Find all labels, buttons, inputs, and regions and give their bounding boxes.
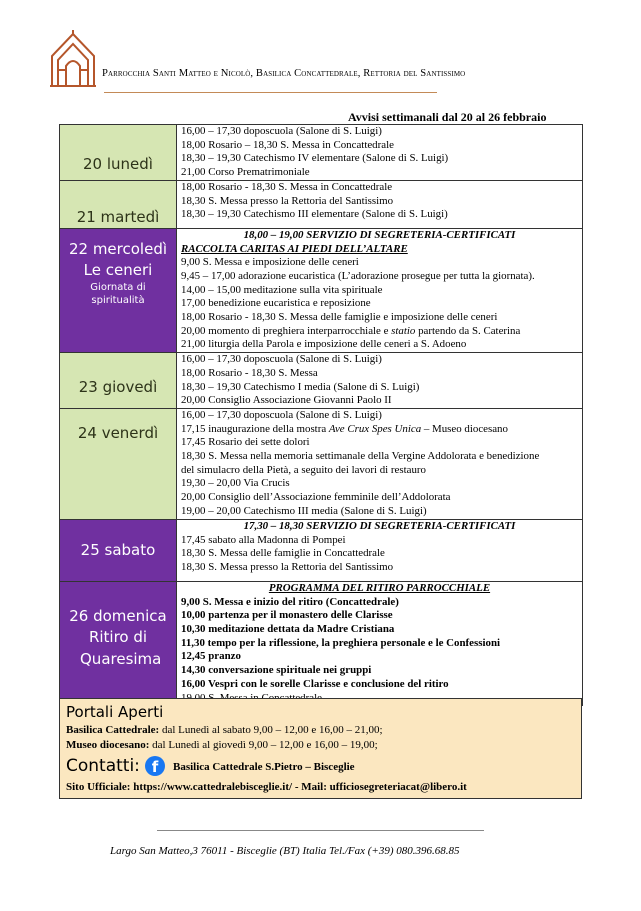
website-mail-line[interactable]: Sito Ufficiale: https://www.cattedralebisceglie.it/ - Mail: ufficiosegreteriacat@libero.it [66,781,467,793]
event-line: 21,00 Corso Prematrimoniale [181,166,310,179]
weekly-schedule-table [59,124,583,706]
day-label: 20 lunedì [83,154,153,173]
events-cell [177,408,583,519]
event-line: 19,00 – 20,00 Catechismo III media (Salone di S. Luigi) [181,504,427,517]
event-line: 9,00 S. Messa e imposizione delle ceneri [181,256,359,269]
day-row [60,519,583,581]
events-cell [177,581,583,705]
events-cell [177,353,583,409]
day-cell [60,353,177,409]
day-label: 23 giovedì [78,377,158,396]
event-line: 18,30 S. Messa delle famiglie in Concattedrale [181,547,385,560]
event-line: 16,00 – 17,30 doposcuola (Salone di S. Luigi) [181,125,382,137]
event-line: 18,00 Rosario - 18,30 S. Messa delle famiglie e imposizione delle ceneri [181,311,498,324]
info-box [59,698,582,799]
day-subtitle: Ritiro di Quaresima [80,627,162,668]
day-cell [60,228,177,352]
event-line: 9,45 – 17,00 adorazione eucaristica (L’adorazione prosegue per tutta la giornata). [181,269,535,282]
event-text: 20,00 momento di preghiera interparrocchiale e [181,324,392,337]
museo-label: Museo diocesano: [66,739,150,751]
day-cell [60,581,177,705]
header-divider [104,92,437,93]
event-text-italic: statio [391,324,416,337]
day-subtitle: Le ceneri [83,260,153,279]
event-line: 18,00 Rosario - 18,30 S. Messa [181,366,318,379]
basilica-hours: dal Lunedì al sabato 9,00 – 12,00 e 16,00 – 21,00; [159,724,383,736]
basilica-label: Basilica Cattedrale: [66,724,160,736]
day-label: 26 domenica [69,606,167,625]
event-line: 14,30 conversazione spirituale nei gruppi [181,664,372,677]
facebook-page-link[interactable]: Basilica Cattedrale S.Pietro – Bisceglie [173,761,355,773]
event-line: 18,30 S. Messa nella memoria settimanale della Vergine Addolorata e benedizione [181,450,540,463]
event-line: 18,30 S. Messa presso la Rettoria del Santissimo [181,194,394,207]
event-line: 18,30 – 19,30 Catechismo I media (Salone di S. Luigi) [181,380,420,393]
footer-address: Largo San Matteo,3 76011 - Bisceglie (BT) Italia Tel./Fax (+39) 080.396.68.85 [110,845,460,857]
day-row [60,125,583,181]
events-cell [177,228,583,352]
day-note: Giornata di spiritualità [90,281,146,306]
event-line: 17,45 sabato alla Madonna di Pompei [181,533,346,546]
secretariat-headline: 18,00 – 19,00 SERVIZIO DI SEGRETERIA-CERTIFICATI [243,228,516,241]
exhibition-title: Ave Crux Spes Unica [328,422,422,435]
basilica-hours-line [66,724,383,736]
event-line: 14,00 – 15,00 meditazione sulla vita spirituale [181,283,383,296]
event-text: partendo da S. Caterina [415,324,521,337]
event-line: 20,00 Consiglio dell’Associazione femminile dell’Addolorata [181,491,451,504]
event-line: 21,00 liturgia della Parola e imposizione delle ceneri a S. Adoeno [181,338,467,351]
event-line: 10,00 partenza per il monastero delle Clarisse [181,609,393,622]
events-cell [177,125,583,181]
event-line: 16,00 Vespri con le sorelle Clarisse e conclusione del ritiro [181,677,449,690]
contatti-title: Contatti: [66,756,140,776]
event-line: 17,00 benedizione eucaristica e reposizione [181,297,371,310]
event-line: 18,30 – 19,30 Catechismo III elementare (Salone di S. Luigi) [181,208,448,221]
day-label: 22 mercoledì [68,239,168,258]
event-line: 16,00 – 17,30 doposcuola (Salone di S. Luigi) [181,353,382,366]
event-line: del simulacro della Pietà, a seguito dei lavori di restauro [181,463,426,476]
event-line: 18,30 – 19,30 Catechismo IV elementare (Salone di S. Luigi) [181,152,449,165]
museo-hours: dal Lunedì al giovedì 9,00 – 12,00 e 16,00 – 19,00; [149,739,378,751]
events-cell [177,180,583,228]
parish-name: Parrocchia Santi Matteo e Nicolò, Basilica Concattedrale, Rettoria del Santissimo [102,68,466,79]
day-row [60,180,583,228]
facebook-icon[interactable]: f [145,756,165,776]
day-label: 25 sabato [80,541,156,560]
portali-title: Portali Aperti [66,703,164,721]
secretariat-headline: 17,30 – 18,30 SERVIZIO DI SEGRETERIA-CERTIFICATI [243,519,516,532]
footer-divider [157,830,484,831]
page-title: Avvisi settimanali dal 20 al 26 febbraio [348,110,547,124]
event-line: 19,30 – 20,00 Via Crucis [181,477,290,490]
day-row [60,581,583,705]
day-cell [60,180,177,228]
day-row [60,353,583,409]
event-line: 10,30 meditazione dettata da Madre Cristiana [181,623,395,636]
event-line: 17,45 Rosario dei sette dolori [181,436,310,449]
museo-hours-line [66,739,378,751]
event-line: 11,30 tempo per la riflessione, la preghiera personale e le Confessioni [181,636,501,649]
event-line: 12,45 pranzo [181,650,241,663]
retreat-headline: PROGRAMMA DEL RITIRO PARROCCHIALE [268,581,491,594]
event-text: – Museo diocesano [421,422,508,435]
day-label: 24 venerdì [77,423,159,442]
events-cell [177,519,583,581]
event-line [177,423,582,437]
event-line: 18,00 Rosario - 18,30 S. Messa in Concattedrale [181,180,393,193]
day-row [60,408,583,519]
event-line: 9,00 S. Messa e inizio del ritiro (Concattedrale) [181,595,399,608]
day-cell [60,519,177,581]
day-row [60,228,583,352]
day-cell [60,125,177,181]
event-line: 18,30 S. Messa presso la Rettoria del Santissimo [181,561,394,574]
header [48,30,608,90]
event-line: 18,00 Rosario – 18,30 S. Messa in Concattedrale [181,138,394,151]
day-cell [60,408,177,519]
day-label: 21 martedì [76,207,160,226]
event-line: 16,00 – 17,30 doposcuola (Salone di S. Luigi) [181,408,382,421]
church-logo-icon [48,30,98,88]
event-line [177,325,582,339]
caritas-headline: RACCOLTA CARITAS AI PIEDI DELL’ALTARE [181,242,408,255]
event-line: 20,00 Consiglio Associazione Giovanni Paolo II [181,394,392,407]
event-text: 17,15 inaugurazione della mostra [181,422,329,435]
